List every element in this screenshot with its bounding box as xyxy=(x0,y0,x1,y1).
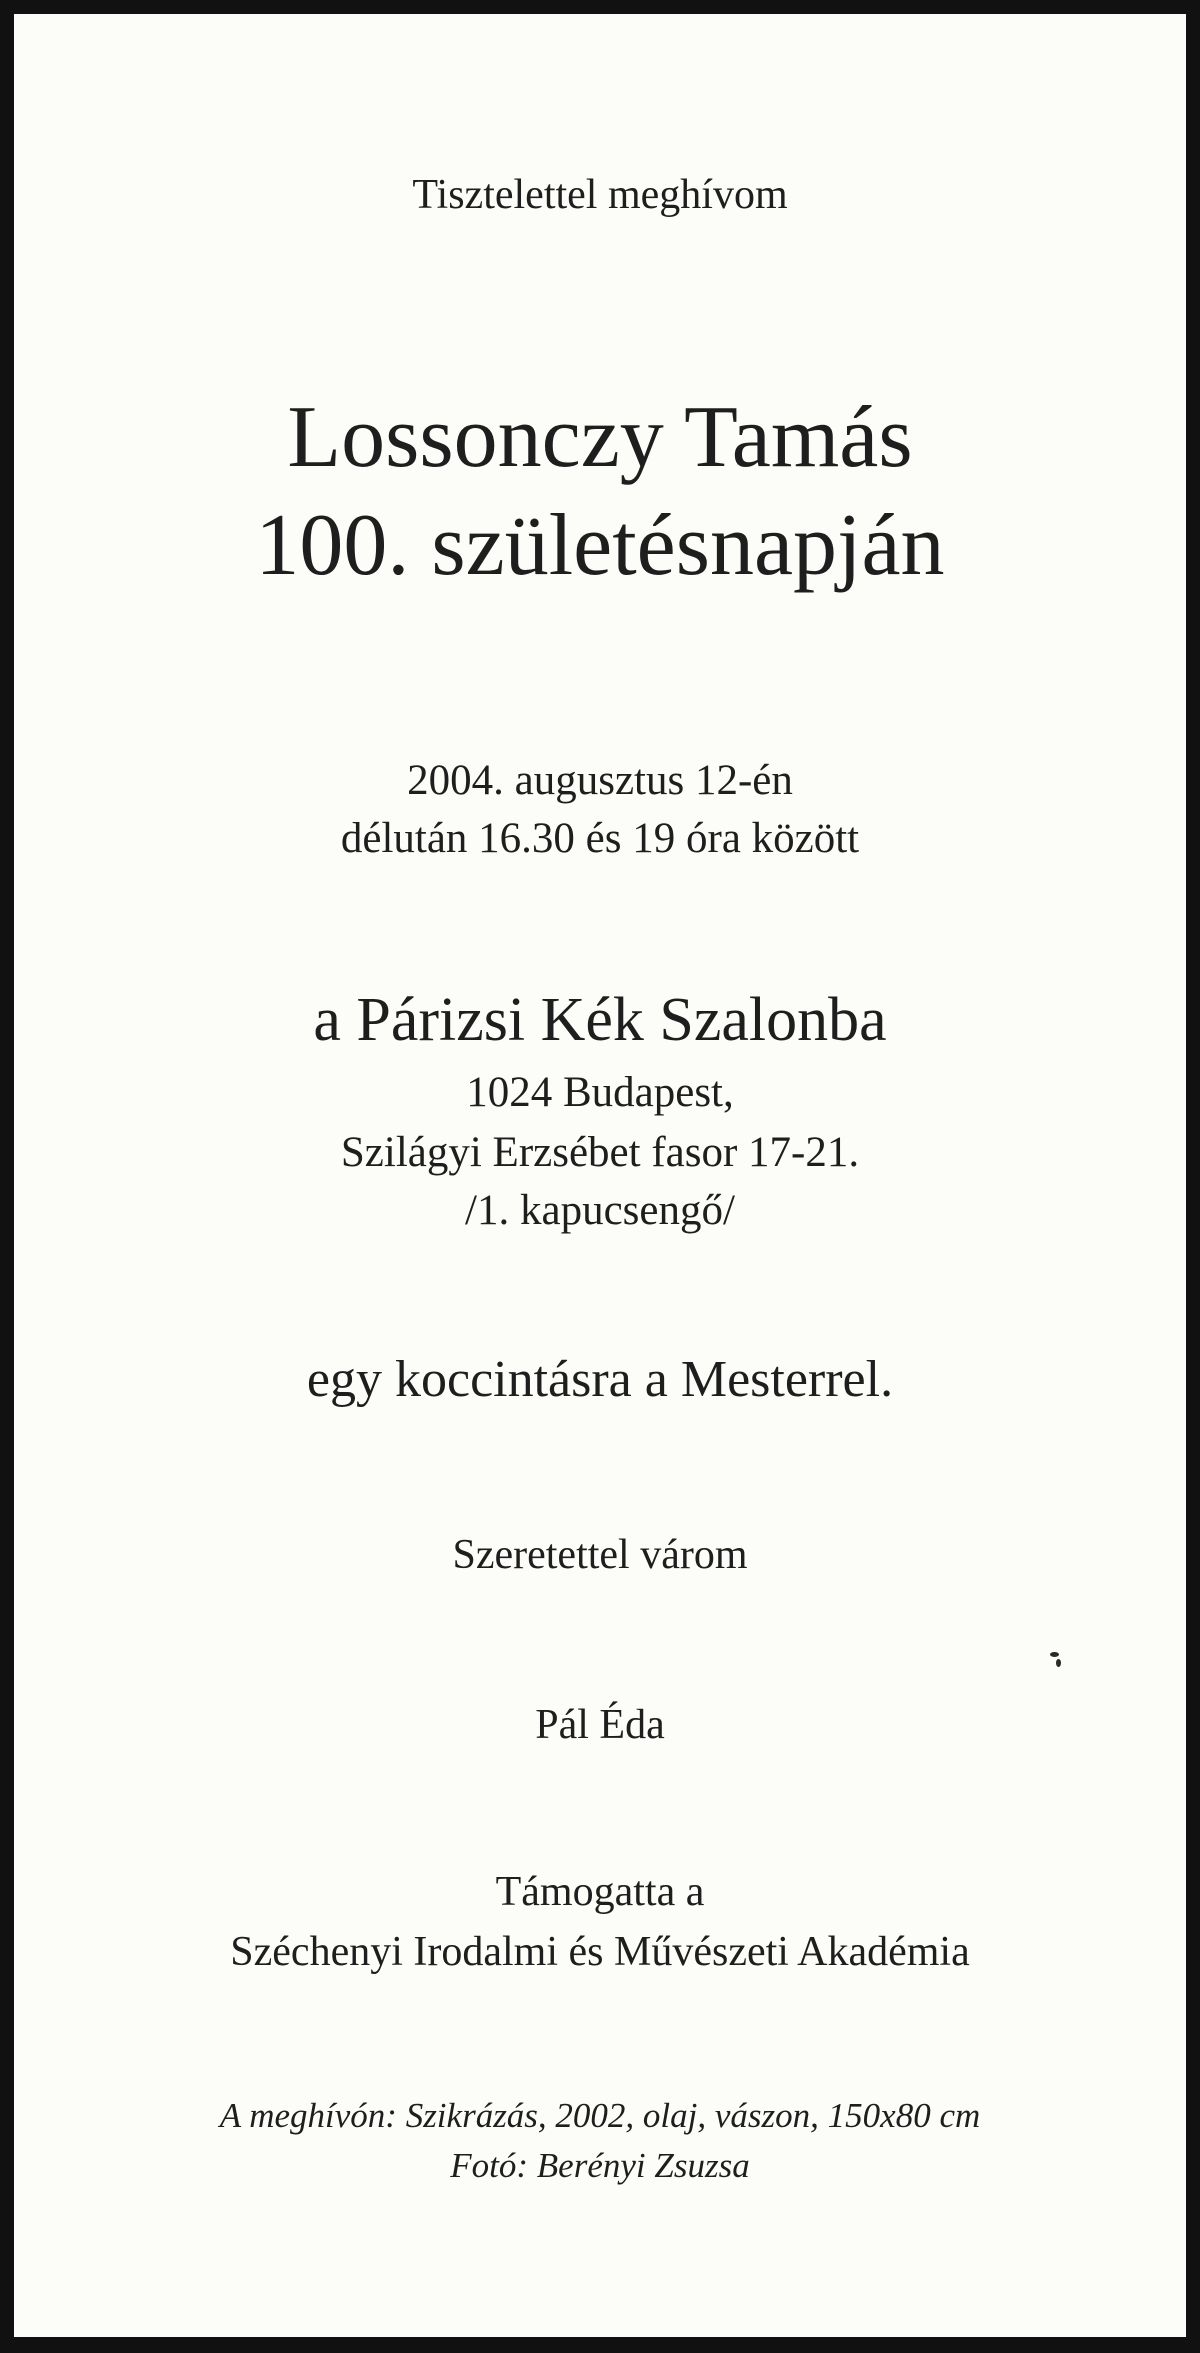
venue-name: a Párizsi Kék Szalonba xyxy=(313,986,887,1054)
address-city: 1024 Budapest, xyxy=(466,1069,734,1116)
address-street: Szilágyi Erzsébet fasor 17-21. xyxy=(340,1129,860,1176)
toast-text: egy koccintásra a Mesterrel. xyxy=(306,1351,894,1408)
support-intro: Támogatta a xyxy=(495,1869,705,1915)
support-organization: Széchenyi Irodalmi és Művészeti Akadémia xyxy=(230,1929,970,1975)
greeting-text: Szeretettel várom xyxy=(452,1532,748,1578)
event-time: délután 16.30 és 19 óra között xyxy=(340,815,860,862)
intro-text: Tisztelettel meghívom xyxy=(412,172,788,218)
title-name: Lossonczy Tamás xyxy=(287,389,913,486)
event-date: 2004. augusztus 12-én xyxy=(407,757,793,804)
title-occasion: 100. születésnapján xyxy=(255,497,945,594)
photo-credit: Fotó: Berényi Zsuzsa xyxy=(450,2146,750,2185)
address-doorbell: /1. kapucsengő/ xyxy=(465,1187,735,1234)
paper-speck xyxy=(1050,1652,1059,1657)
artwork-caption: A meghívón: Szikrázás, 2002, olaj, vászon, 150x80 cm xyxy=(219,2096,981,2135)
signature-name: Pál Éda xyxy=(535,1702,665,1748)
invitation-card xyxy=(14,14,1186,2337)
paper-speck xyxy=(1056,1659,1061,1667)
